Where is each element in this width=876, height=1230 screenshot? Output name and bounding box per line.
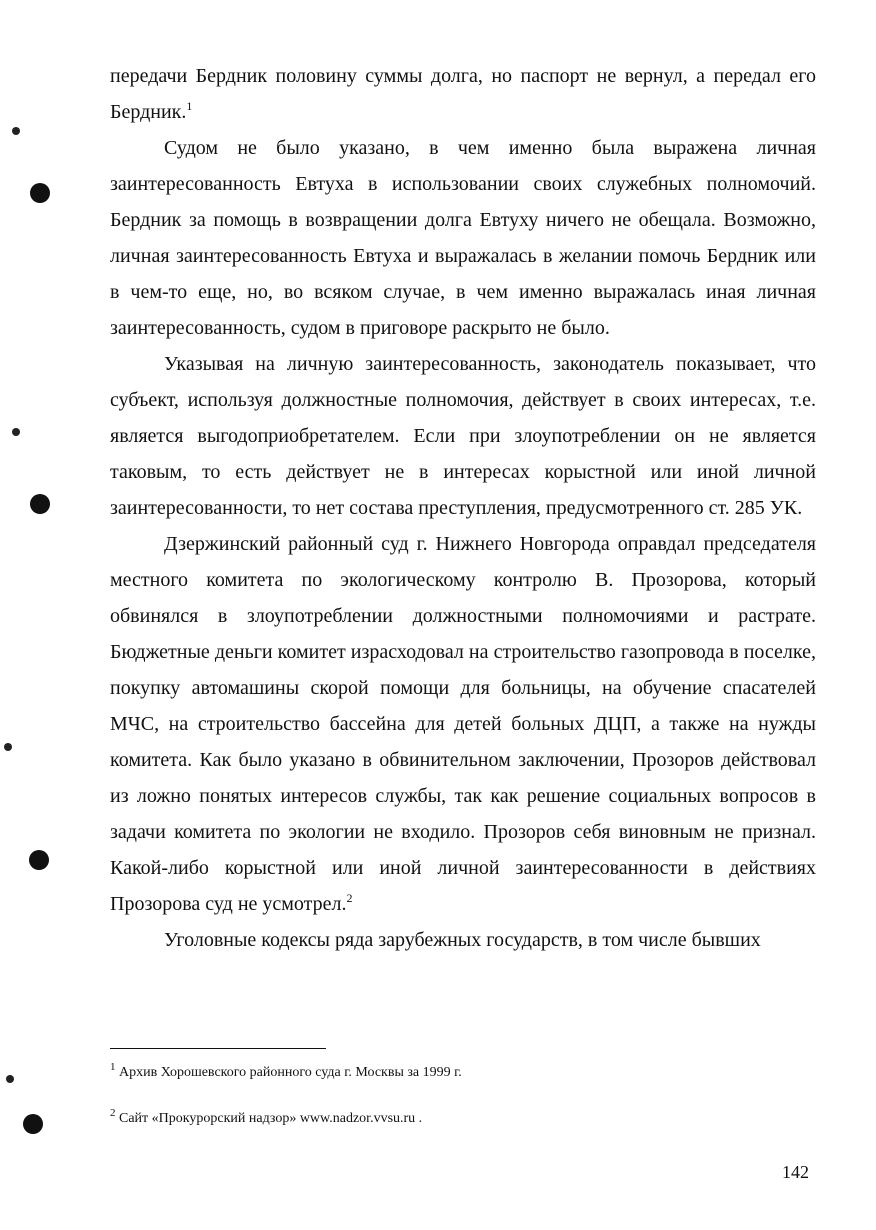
footnote-text: Сайт «Прокурорский надзор» www.nadzor.vvsu.ru . — [119, 1111, 423, 1126]
page-number: 142 — [782, 1162, 809, 1182]
footnote-ref: 1 — [186, 99, 193, 113]
paragraph: Дзержинский районный суд г. Нижнего Новгорода оправдал председателя местного комитета по экологическому контролю В. Прозорова, который обвинялся в злоупотреблении должностными полномочиями и растрате. Бюджетные деньги комитет израсходовал на строительство газопровода в поселке, покупку автомашины скорой помощи для больницы, на обучение спасателей МЧС, на строительство бассейна для детей больных ДЦП, а также на нужды комитета. Как было указано в обвинительном заключении, Прозоров действовал из ложно понятых интересов службы, так как решение социальных вопросов в задачи комитета по экологии не входило. Прозоров себя виновным не признал. Какой-либо корыстной или иной личной заинтересованности в действиях Прозорова суд не усмотрел.$^2$ — [110, 533, 816, 915]
paragraph: Уголовные кодексы ряда зарубежных государств, в том числе бывших — [164, 929, 761, 951]
footnote-text: Архив Хорошевского районного суда г. Москвы за 1999 г. — [119, 1065, 462, 1080]
footnote — [110, 1107, 810, 1128]
scan-speck — [4, 743, 12, 751]
scan-speck — [12, 127, 20, 135]
scan-speck — [6, 1075, 14, 1083]
body-text — [110, 58, 816, 958]
paragraph: Судом не было указано, в чем именно была выражена личная заинтересованность Евтуха в использовании своих служебных полномочий. Бердник за помощь в возвращении долга Евтуху ничего не обещала. Возможно, личная заинтересованность Евтуха и выражалась в желании помочь Бердник или в чем-то еще, но, во всяком случае, в чем именно выражалась иная личная заинтересованность, судом в приговоре раскрыто не было. — [110, 137, 816, 339]
paragraph: передачи Бердник половину суммы долга, но паспорт не вернул, а передал его Бердник.$^1$ — [110, 65, 816, 123]
binder-hole — [29, 850, 49, 870]
binder-hole — [30, 494, 50, 514]
scan-speck — [12, 428, 20, 436]
footnote — [110, 1061, 810, 1082]
paragraph: Указывая на личную заинтересованность, законодатель показывает, что субъект, используя должностные полномочия, действует в своих интересах, т.е. является выгодоприобретателем. Если при злоупотреблении он не является таковым, то есть действует не в интересах корыстной или иной личной заинтересованности, то нет состава преступления, предусмотренного ст. 285 УК. — [110, 353, 816, 519]
binder-hole — [30, 183, 50, 203]
footnote-separator — [110, 1048, 326, 1049]
footnote-mark: 1 — [110, 1061, 116, 1073]
binder-hole — [23, 1114, 43, 1134]
footnote-ref: 2 — [346, 891, 353, 905]
footnote-mark: 2 — [110, 1107, 116, 1119]
